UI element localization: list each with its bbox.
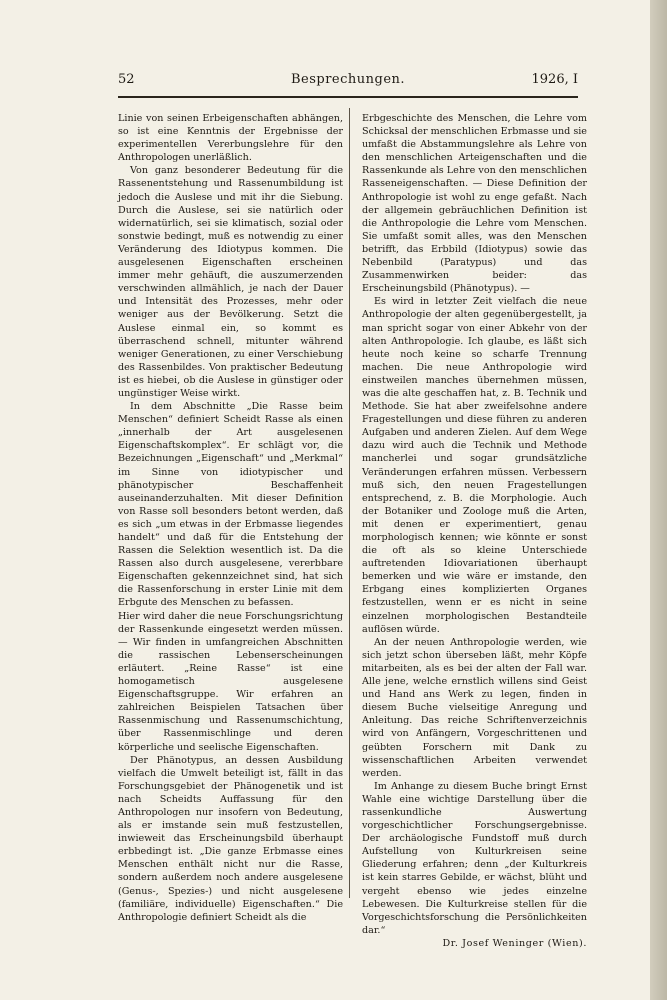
paragraph: Der Phänotypus, an dessen Ausbildung vielfach die Umwelt beteiligt ist, fällt in das Forschungsgebiet der Phänogenetik und ist nach Scheidts Auffassung für den Anthropologen nur insofern von Bedeutung, als er imstande sein muß festzustellen, inwieweit das Erscheinungsbild überhaupt erbbedingt ist. „Die ganze Erbmasse eines Menschen enthält nicht nur die Rasse, sondern außerdem noch andere ausgelesene (Genus-, Spezies-) und nicht ausgelesene (familiäre, individuelle) Eigenschaften.“ Die Anthropologie definiert Scheidt als die [118, 754, 343, 923]
paragraph: Hier wird daher die neue Forschungsrichtung der Rassenkunde eingesetzt werden müssen. — Wir finden in umfangreichen Abschnitten die rassischen Lebenserscheinungen erläutert. „Reine Rasse“ ist eine homogametisch ausgelesene Eigenschaftsgruppe. Wir erfahren an zahlreichen Beispielen Tatsachen über Rassenmischung und Rassenumschichtung, über Rassenmischlinge und deren körperliche und seelische Eigenschaften. [118, 610, 343, 753]
left-column [118, 112, 343, 924]
page-edge [650, 0, 667, 1000]
paragraph: Erbgeschichte des Menschen, die Lehre vom Schicksal der menschlichen Erbmasse und sie umfaßt die Abstammungslehre als Lehre von den menschlichen Arteigenschaften und die Rassenkunde als Lehre von den menschlichen Rasseneigenschaften. — Diese Definition der Anthropologie ist wohl zu enge gefaßt. Nach der allgemein gebräuchlichen Definition ist die Anthropologie die Lehre vom Menschen. Sie umfaßt somit alles, was den Menschen betrifft, das Erbbild (Idiotypus) sowie das Nebenbild (Paratypus) und das Zusammenwirken beider: das Erscheinungsbild (Phänotypus). — [362, 113, 587, 295]
paragraph: Linie von seinen Erbeigenschaften abhängen, so ist eine Kenntnis der Ergebnisse der experimentellen Vererbungslehre für den Anthropologen unerläßlich. [118, 113, 343, 164]
running-title: Besprechungen. [290, 72, 406, 87]
volume-label: 1926, I [531, 72, 578, 87]
column-divider [349, 108, 350, 898]
author-signature: Dr. Josef Weninger (Wien). [442, 937, 587, 949]
paragraph: Im Anhange zu diesem Buche bringt Ernst Wahle eine wichtige Darstellung über die rassenkundliche Auswertung vorgeschichtlicher Forschungsergebnisse. Der archäologische Fundstoff muß durch Aufstellung von Kulturkreisen seine Gliederung erfahren; denn „der Kulturkreis ist kein starres Gebilde, er wächst, blüht und vergeht ebenso wie jedes einzelne Lebewesen. Die Kulturkreise stellen für die Vorgeschichtsforschung die Persönlichkeiten dar.“ [362, 780, 587, 936]
paragraph: An der neuen Anthropologie werden, wie sich jetzt schon überseben läßt, mehr Köpfe mitarbeiten, als es bei der alten der Fall war. Alle jene, welche ernstlich willens sind Geist und Hand ans Werk zu legen, finden in diesem Buche vielseitige Anregung und Anleitung. Das reiche Schriftenverzeichnis wird von Anfängern, Vorgeschrittenen und geübten Forschern mit Dank zu wissenschaftlichen Arbeiten verwendet werden. [362, 636, 587, 779]
page-number: 52 [118, 72, 135, 87]
page-header [118, 72, 578, 94]
paragraph: Es wird in letzter Zeit vielfach die neue Anthropologie der alten gegenübergestellt, ja man spricht sogar von einer Abkehr von der alten Anthropologie. Ich glaube, es läßt sich heute noch keine so scharfe Trennung machen. Die neue Anthropologie wird einstweilen manches übernehmen müssen, was die alte geschaffen hat, z. B. Technik und Methode. Sie hat aber zweifelsohne andere Fragestellungen und diese führen zu anderen Aufgaben und anderen Zielen. Auf dem Wege dazu wird auch die Technik und Methode mancherlei und sogar grundsätzliche Veränderungen erfahren müssen. Verbessern muß sich, den neuen Fragestellungen entsprechend, z. B. die Morphologie. Auch der Botaniker und Zoologe muß die Arten, mit denen er experimentiert, genau morphologisch kennen; wie könnte er sonst die oft als so kleine Unterschiede auftretenden Idiovariationen überhaupt bemerken und wie wäre er imstande, den Erbgang eines komplizierten Organes festzustellen, wenn er es nicht in seine einzelnen morphologischen Bestandteile auflösen würde. [362, 296, 587, 635]
paragraph: In dem Abschnitte „Die Rasse beim Menschen“ definiert Scheidt Rasse als einen „innerhalb der Art ausgelesenen Eigenschaftskomplex“. Er schlägt vor, die Bezeichnungen „Eigenschaft“ und „Merkmal“ im Sinne von idiotypischer und phänotypischer Beschaffenheit auseinanderzuhalten. Mit dieser Definition von Rasse soll besonders betont werden, daß es sich „um etwas in der Erbmasse liegendes handelt“ und daß für die Entstehung der Rassen die Selektion wesentlich ist. Da die Rassen also durch ausgelesene, vererbbare Eigenschaften gekennzeichnet sind, hat sich die Rassenforschung in erster Linie mit dem Erbgute des Menschen zu befassen. [118, 401, 343, 609]
right-column [362, 112, 587, 950]
header-rule [118, 96, 578, 98]
paragraph: Von ganz besonderer Bedeutung für die Rassenentstehung und Rassenumbildung ist jedoch die Auslese und mit ihr die Siebung. Durch die Auslese, sei sie natürlich oder widernatürlich, sei sie klimatisch, sozial oder sonstwie bedingt, muß es notwendig zu einer Veränderung des Idiotypus kommen. Die ausgelesenen Eigenschaften erscheinen immer mehr gehäuft, die auszumerzenden verschwinden allmählich, je nach der Dauer und Intensität des Prozesses, mehr oder weniger aus der Bevölkerung. Setzt die Auslese einmal ein, so kommt es überraschend schnell, mitunter während weniger Generationen, zu einer Verschiebung des Rassenbildes. Von praktischer Bedeutung ist es hiebei, ob die Auslese in günstiger oder ungünstiger Weise wirkt. [118, 165, 343, 399]
